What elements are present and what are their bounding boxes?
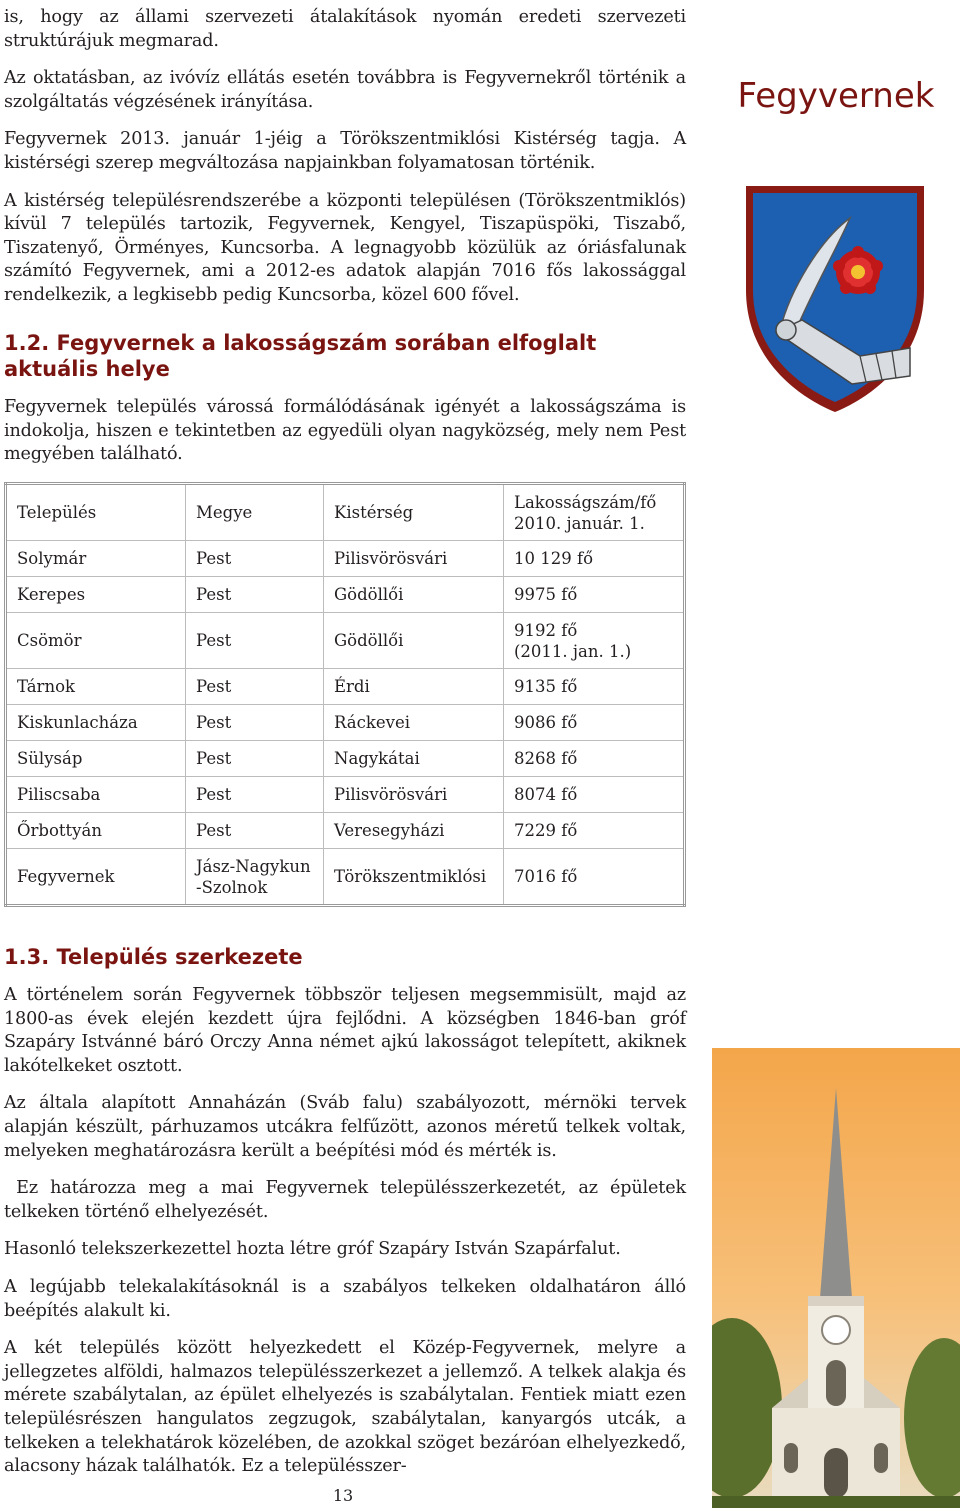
header-cell-population [504,484,685,541]
section-1-3-paragraph-3: Ez határozza meg a mai Fegyvernek településszerkezetét, az épületek telkeken történő elhelyezését. [4,1178,692,1222]
intro-paragraph-3: Fegyvernek 2013. január 1-jéig a Törökszentmiklósi Kistérség tagja. A kistérségi szerep megváltozása napjainkban folyamatosan történik. [4,129,686,173]
sidebar [712,0,960,1508]
cell-county-line-1: Jász-Nagykun [196,856,311,876]
table-row [6,669,685,705]
cell-subregion: Érdi [324,669,504,705]
section-1-3-paragraph-6: A két település között helyezkedett el Közép-Fegyvernek, melyre a jellegzetes alföldi, halmazos településszerkezet a jellemző. A telkek alakja és mérete szabálytalan, az épület elhelyezés is szabálytalan. Fentiek miatt ezen településrészen hangulatos zegzugok, szabálytalan, kanyargós utcák, a telkeken a telekhatárok közelében, de azokkal szöget bezáróan elhelyezkedő, alacsony házak találhatók. Ez a településszer- [4,1338,686,1477]
intro-paragraph-4: A kistérség településrendszerébe a központi településen (Törökszentmiklós) kívül 7 település tartozik, Fegyvernek, Kengyel, Tiszapüspöki, Tiszabő, Tiszatenyő, Örményes, Kuncsorba. A legnagyobb közülük az óriásfalunak számító Fegyvernek, ami a 2012-es adatok alapján 7016 fős lakossággal rendelkezik, a legkisebb pedig Kuncsorba, közel 600 fővel. [4,190,686,305]
intro-paragraph-1: is, hogy az állami szervezeti átalakítások nyomán eredeti szervezeti struktúrájuk megmarad. [4,7,686,51]
cell-subregion: Veresegyházi [324,813,504,849]
cell-population-note: (2011. jan. 1.) [514,641,632,661]
cell-population [504,613,685,669]
section-1-3-heading: 1.3. Település szerkezete [4,945,303,969]
cell-settlement: Kiskunlacháza [6,705,186,741]
population-table [4,482,686,907]
table-row [6,849,685,906]
section-1-3-paragraph-5: A legújabb telekalakításoknál is a szabályos telkeken oldalhatáron álló beépítés alakult ki. [4,1276,686,1321]
cell-subregion: Pilisvörösvári [324,777,504,813]
cell-county-line-2: -Szolnok [196,877,268,897]
cell-subregion: Nagykátai [324,741,504,777]
cell-population: 8074 fő [504,777,685,813]
table-row [6,777,685,813]
cell-subregion: Ráckevei [324,705,504,741]
cell-settlement: Solymár [6,541,186,577]
section-1-2-paragraph: Fegyvernek település várossá formálódásának igényét a lakosságszáma is indokolja, hiszen e tekintetben az egyedüli olyan nagyközség, mely nem Pest megyében található. [4,397,686,465]
cell-subregion: Gödöllői [324,613,504,669]
church-photo [712,1048,960,1508]
cell-county: Pest [186,541,324,577]
section-1-3-paragraph-1: A történelem során Fegyvernek többször teljesen megsemmisült, majd az 1800-as évek elején kezdett újra fejlődni. A községben 1846-ban gróf Szapáry Istvánné báró Orczy Anna német ajkú lakosságot telepített, akiknek lakótelkeket osztott. [4,985,686,1076]
table-row [6,577,685,613]
header-cell-settlement: Település [6,484,186,541]
cell-county: Pest [186,813,324,849]
cell-settlement: Sülysáp [6,741,186,777]
section-1-2-heading: 1.2. Fegyvernek a lakosságszám sorában elfoglalt aktuális helye [4,331,597,381]
cell-settlement: Őrbottyán [6,813,186,849]
section-1-3 [4,944,692,1479]
cell-subregion: Gödöllői [324,577,504,613]
cell-county: Pest [186,669,324,705]
table-row [6,705,685,741]
header-cell-county: Megye [186,484,324,541]
cell-county: Pest [186,777,324,813]
coat-of-arms-icon [740,180,930,420]
cell-population: 8268 fő [504,741,685,777]
cell-county: Pest [186,613,324,669]
cell-settlement: Fegyvernek [6,849,186,906]
cell-subregion: Pilisvörösvári [324,541,504,577]
cell-county: Pest [186,577,324,613]
cell-subregion: Törökszentmiklósi [324,849,504,906]
cell-population: 9086 fő [504,705,685,741]
cell-population: 9975 fő [504,577,685,613]
table-row [6,541,685,577]
header-cell-subregion: Kistérség [324,484,504,541]
section-1-3-paragraph-4: Hasonló telekszerkezettel hozta létre gróf Szapáry István Szapárfalut. [4,1239,621,1260]
table-row [6,613,685,669]
header-population-label: Lakosságszám/fő [514,492,657,512]
cell-county [186,849,324,906]
cell-population: 10 129 fő [504,541,685,577]
intro-block [4,6,686,308]
cell-county: Pest [186,741,324,777]
cell-settlement: Csömör [6,613,186,669]
cell-population: 7016 fő [504,849,685,906]
table-header-row [6,484,685,541]
cell-settlement: Piliscsaba [6,777,186,813]
cell-settlement: Tárnok [6,669,186,705]
section-1-2 [4,330,686,467]
table-row [6,741,685,777]
cell-county: Pest [186,705,324,741]
sidebar-title: Fegyvernek [737,76,935,116]
page-number: 13 [332,1486,354,1505]
header-population-date: 2010. január. 1. [514,513,645,533]
table-row [6,813,685,849]
intro-paragraph-2: Az oktatásban, az ivóvíz ellátás esetén továbbra is Fegyvernekről történik a szolgáltatás végzésének irányítása. [4,68,686,112]
section-1-3-paragraph-2: Az általa alapított Annaházán (Sváb falu) szabályozott, mérnöki tervek alapján készült, párhuzamos utcákra felfűzött, azonos méretű telkek voltak, melyeken meghatározásra került a beépítési mód és mérték is. [4,1093,686,1161]
cell-population: 7229 fő [504,813,685,849]
cell-settlement: Kerepes [6,577,186,613]
cell-population: 9135 fő [504,669,685,705]
cell-population-value: 9192 fő [514,620,578,640]
